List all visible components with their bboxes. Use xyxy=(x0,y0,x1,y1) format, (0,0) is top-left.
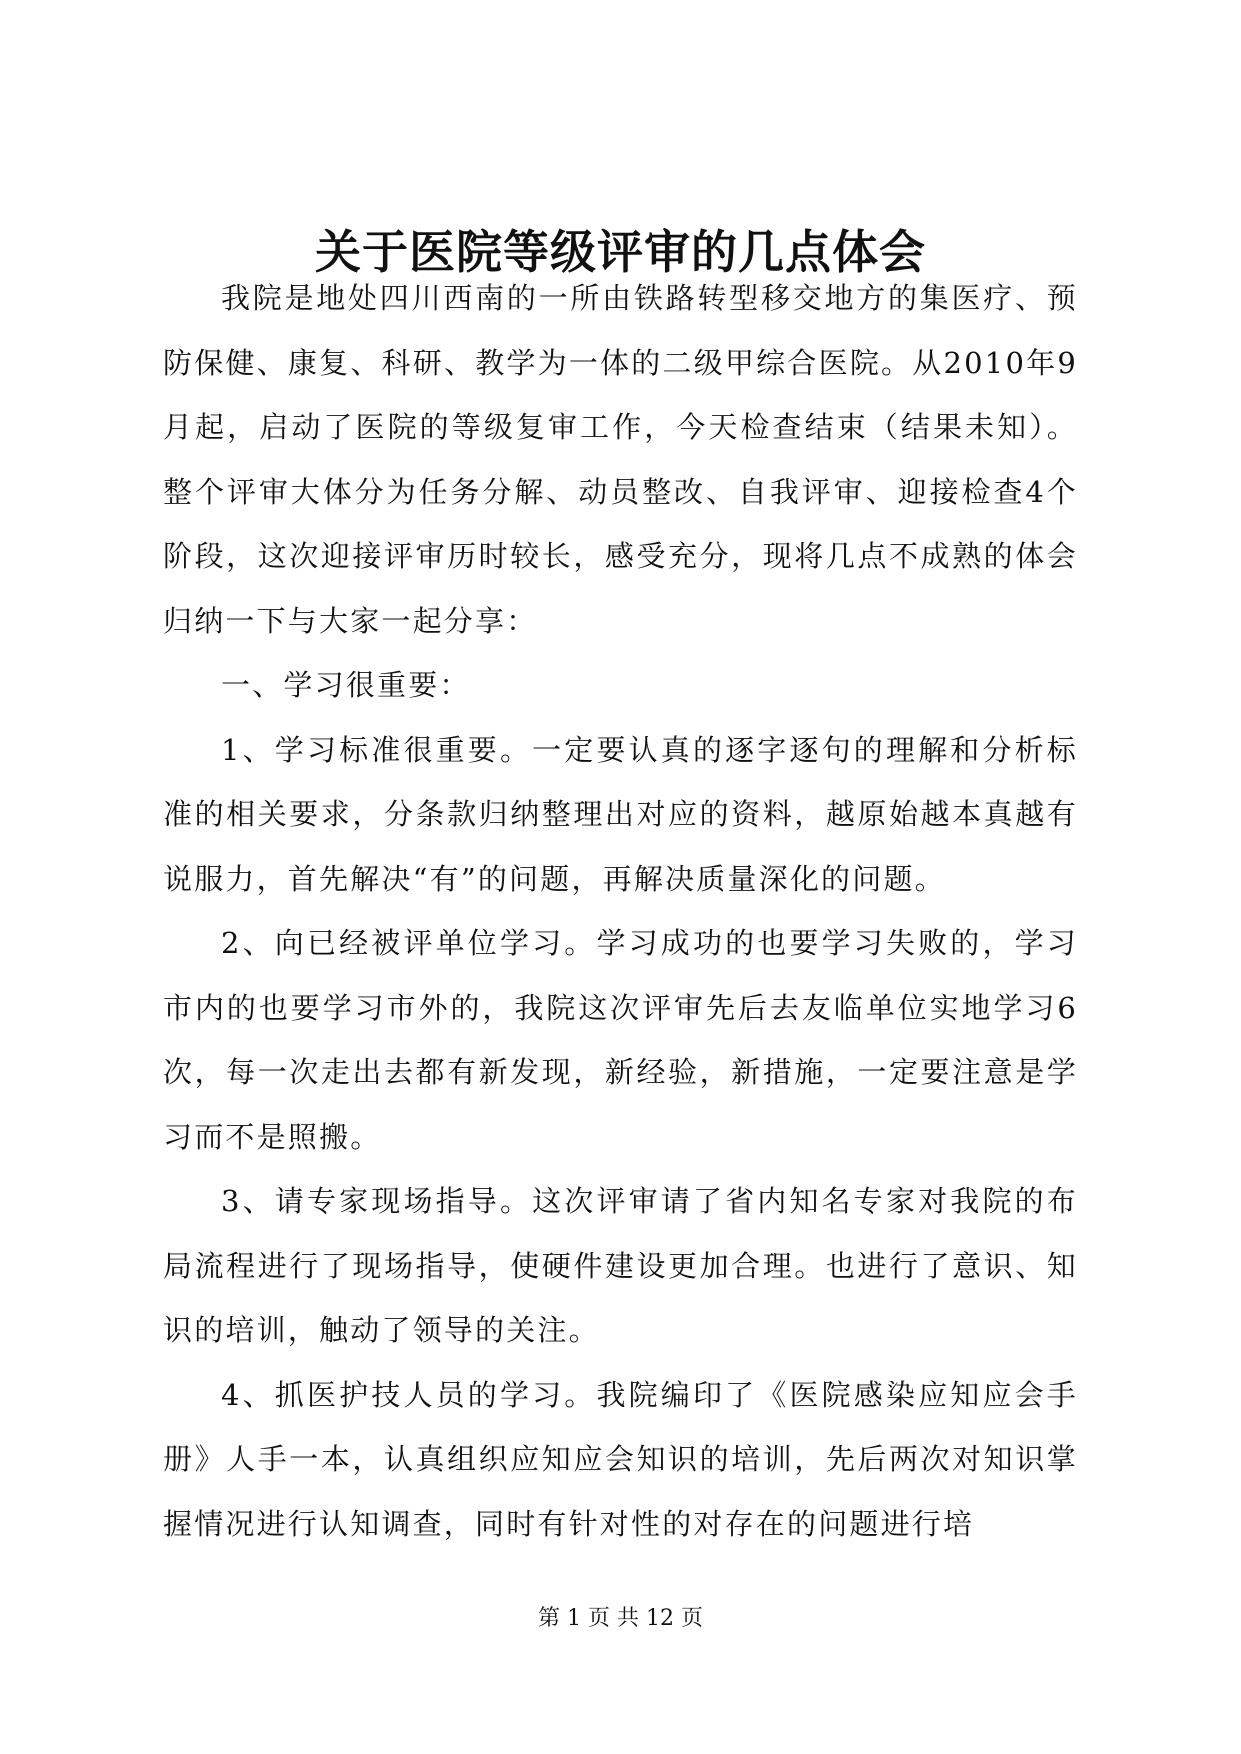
document-body xyxy=(163,266,1078,1556)
paragraph-point-4: 4、抓医护技人员的学习。我院编印了《医院感染应知应会手册》人手一本，认真组织应知应会知识的培训，先后两次对知识掌握情况进行认知调查，同时有针对性的对存在的问题进行培 xyxy=(163,1377,1078,1541)
paragraph-point-1: 1、学习标准很重要。一定要认真的逐字逐句的理解和分析标准的相关要求，分条款归纳整理出对应的资料，越原始越本真越有说服力，首先解决“有”的问题，再解决质量深化的问题。 xyxy=(163,732,1078,896)
section-heading-study: 一、学习很重要： xyxy=(221,668,471,702)
paragraph-point-2: 2、向已经被评单位学习。学习成功的也要学习失败的，学习市内的也要学习市外的，我院这次评审先后去友临单位实地学习6次，每一次走出去都有新发现，新经验，新措施，一定要注意是学习而不是照搬。 xyxy=(163,926,1078,1154)
paragraph-intro: 我院是地处四川西南的一所由铁路转型移交地方的集医疗、预防保健、康复、科研、教学为一体的二级甲综合医院。从2010年9月起，启动了医院的等级复审工作，今天检查结束（结果未知）。整个评审大体分为任务分解、动员整改、自我评审、迎接检查4个阶段，这次迎接评审历时较长，感受充分，现将几点不成熟的体会归纳一下与大家一起分享： xyxy=(163,281,1078,638)
document-title: 关于医院等级评审的几点体会 xyxy=(315,225,926,279)
paragraph-point-3: 3、请专家现场指导。这次评审请了省内知名专家对我院的布局流程进行了现场指导，使硬件建设更加合理。也进行了意识、知识的培训，触动了领导的关注。 xyxy=(163,1184,1078,1347)
page-footer: 第 1 页 共 12 页 xyxy=(538,1606,703,1631)
